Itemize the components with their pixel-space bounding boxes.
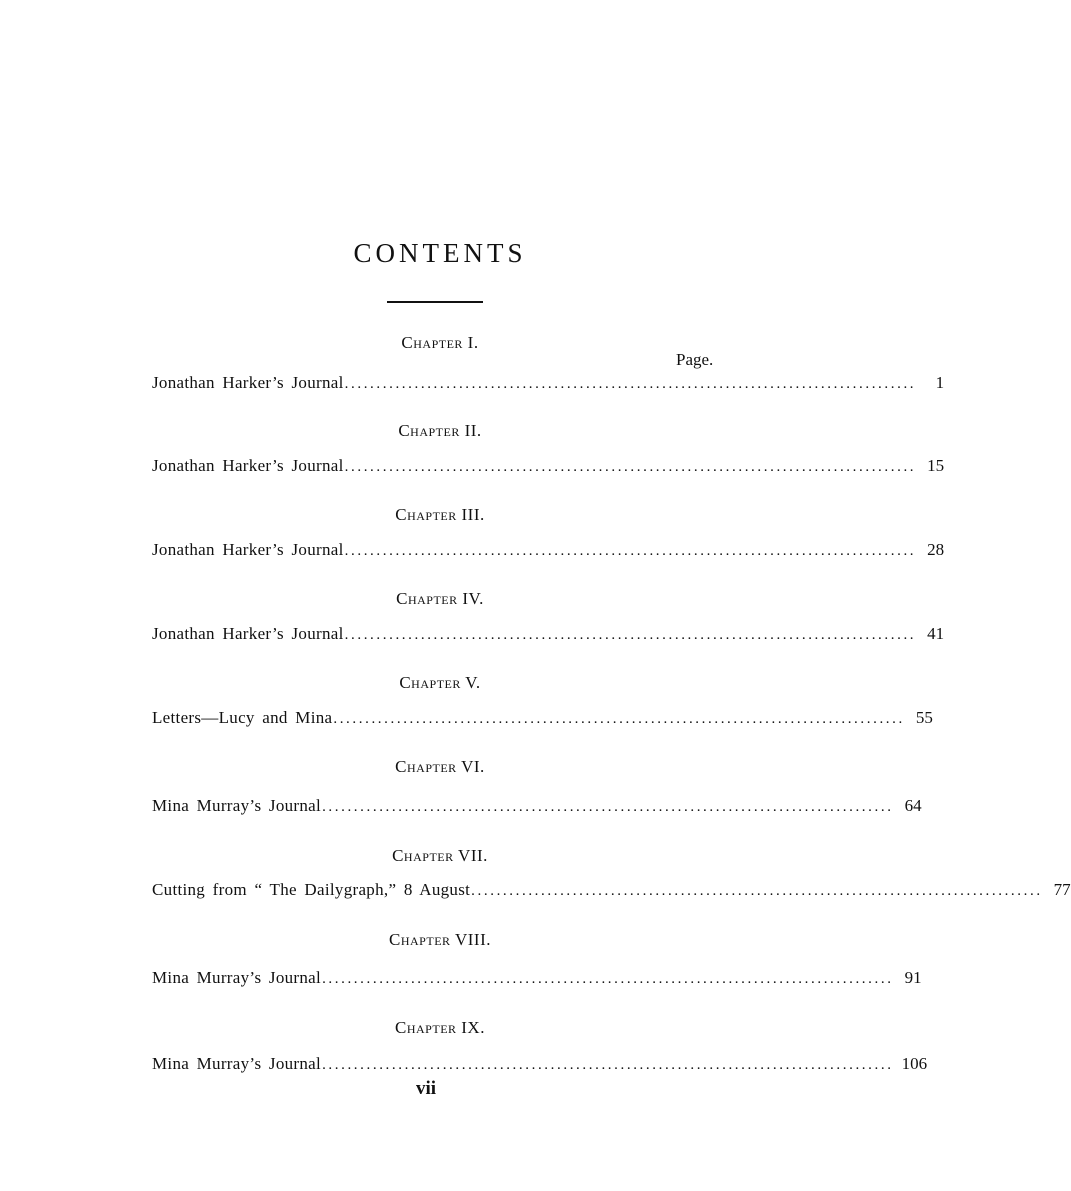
toc-entry-page: 1 [935, 373, 945, 392]
chapter-heading [0, 846, 880, 866]
toc-entry-page: 91 [904, 968, 922, 987]
toc-entry-title: Mina Murray’s Journal [152, 968, 322, 987]
toc-entry-page: 15 [927, 456, 945, 475]
chapter-heading-text: Chapter VIII. [389, 930, 491, 949]
toc-entry-title: Jonathan Harker’s Journal [152, 540, 344, 559]
chapter-heading-text: Chapter VII. [392, 846, 488, 865]
toc-entry-title: Jonathan Harker’s Journal [152, 373, 344, 392]
leader-dots: .......................................................................................... [344, 627, 917, 643]
chapter-heading-text: Chapter V. [399, 673, 481, 692]
toc-entry-page: 64 [904, 796, 922, 815]
chapter-heading-text: Chapter II. [398, 421, 482, 440]
leader-dots: .......................................................................................... [322, 799, 894, 815]
chapter-heading [0, 421, 880, 441]
toc-entry[interactable] [152, 624, 945, 648]
page-number: vii [415, 1078, 437, 1099]
leader-dots: .......................................................................................... [471, 883, 1043, 899]
toc-entry[interactable] [152, 373, 945, 397]
chapter-heading [0, 673, 880, 693]
toc-entry-title: Mina Murray’s Journal [152, 796, 322, 815]
toc-entry[interactable] [152, 1054, 928, 1078]
page-title: CONTENTS [353, 238, 527, 268]
toc-entry[interactable] [152, 796, 922, 820]
toc-entry-title: Mina Murray’s Journal [152, 1054, 322, 1073]
chapter-heading [0, 589, 880, 609]
leader-dots: .......................................................................................... [333, 711, 905, 727]
chapter-heading-text: Chapter III. [395, 505, 485, 524]
leader-dots: .......................................................................................... [344, 376, 917, 392]
leader-dots: .......................................................................................... [344, 459, 917, 475]
toc-entry-title: Jonathan Harker’s Journal [152, 624, 344, 643]
leader-dots: .......................................................................................... [322, 971, 894, 987]
chapter-heading-text: Chapter IV. [396, 589, 484, 608]
chapter-heading-text: Chapter IX. [395, 1018, 485, 1037]
toc-entry[interactable] [152, 880, 1071, 904]
toc-entry-page: 77 [1053, 880, 1071, 899]
title-rule [387, 301, 483, 303]
toc-entry-title: Letters—Lucy and Mina [152, 708, 333, 727]
toc-entry-title: Cutting from “ The Dailygraph,” 8 August [152, 880, 471, 899]
chapter-heading [0, 930, 880, 950]
chapter-heading [0, 333, 880, 353]
toc-entry[interactable] [152, 708, 933, 732]
chapter-heading [0, 757, 880, 777]
toc-entry[interactable] [152, 968, 922, 992]
chapter-heading [0, 505, 880, 525]
toc-entry-page: 106 [901, 1054, 928, 1073]
leader-dots: .......................................................................................... [322, 1057, 894, 1073]
toc-entry[interactable] [152, 540, 945, 564]
toc-entry-page: 55 [915, 708, 933, 727]
toc-entry[interactable] [152, 456, 945, 480]
chapter-heading-text: Chapter VI. [395, 757, 485, 776]
page-column-label: Page. [676, 350, 714, 369]
chapter-heading [0, 1018, 880, 1038]
chapter-heading-text: Chapter I. [401, 333, 479, 352]
leader-dots: .......................................................................................... [344, 543, 917, 559]
toc-entry-title: Jonathan Harker’s Journal [152, 456, 344, 475]
toc-entry-page: 41 [927, 624, 945, 643]
toc-entry-page: 28 [927, 540, 945, 559]
